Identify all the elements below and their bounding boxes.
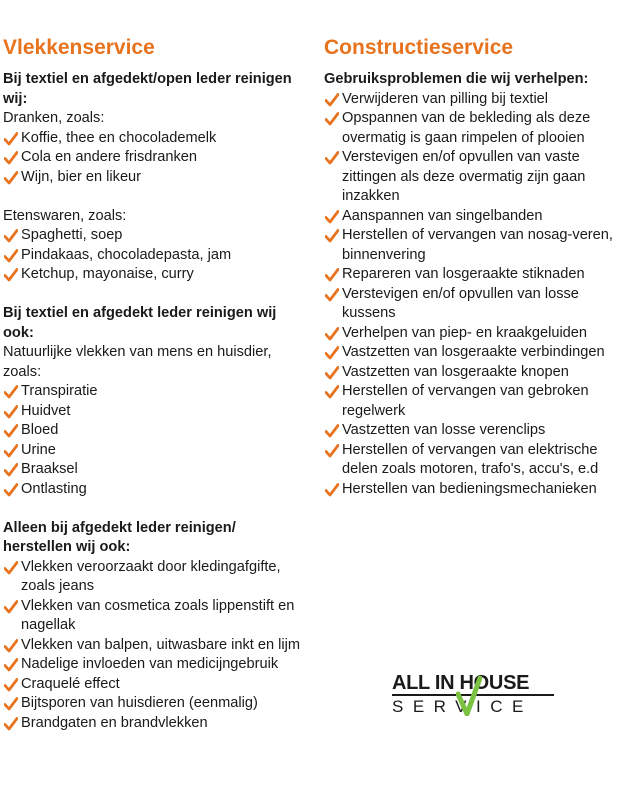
list-item xyxy=(324,148,624,207)
checkmark-icon xyxy=(4,463,18,477)
checkmark-icon xyxy=(325,424,339,438)
list-item xyxy=(324,382,624,421)
section-heading: Bij textiel en afgedekt/open leder reinigen wij: xyxy=(3,71,292,107)
list-item-text: Pindakaas, chocoladepasta, jam xyxy=(21,246,232,263)
list-item-text: Aanspannen van singelbanden xyxy=(342,207,543,224)
construction-service-column xyxy=(324,34,624,499)
checkmark-icon xyxy=(4,678,18,692)
list-item-text: Vastzetten van losgeraakte verbindingen xyxy=(342,344,605,360)
list-item xyxy=(3,636,303,656)
list-item xyxy=(3,460,303,480)
list-item-text: Nadelige invloeden van medicijngebruik xyxy=(21,656,279,672)
list-item xyxy=(324,363,624,383)
list-item-text: Cola en andere frisdranken xyxy=(21,149,198,165)
drinks-label: Dranken, zoals: xyxy=(3,110,105,126)
list-item-text: Transpiratie xyxy=(21,383,98,399)
list-item xyxy=(3,382,303,402)
checkmark-icon xyxy=(4,658,18,672)
list-item-text: Verstevigen en/of opvullen van vaste zittingen als deze overmatig zijn gaan inzakken xyxy=(342,149,586,204)
checkmark-icon xyxy=(4,132,18,146)
checkmark-icon xyxy=(4,268,18,282)
list-item xyxy=(3,168,303,188)
checkmark-icon xyxy=(4,697,18,711)
list-item xyxy=(3,441,303,461)
list-item xyxy=(324,265,624,285)
leather-stains-list xyxy=(3,558,303,734)
checkmark-icon xyxy=(325,288,339,302)
checkmark-icon xyxy=(4,444,18,458)
checkmark-icon xyxy=(4,561,18,575)
list-item-text: Herstellen van bedieningsmechanieken xyxy=(342,480,597,497)
natural-stains-list xyxy=(3,382,303,499)
list-item xyxy=(3,226,303,246)
checkmark-icon xyxy=(325,93,339,107)
list-item xyxy=(324,343,624,363)
spacer xyxy=(3,187,303,207)
list-item-text: Vlekken van cosmetica zoals lippenstift en nagellak xyxy=(21,597,295,633)
stain-service-title: Vlekkenservice xyxy=(3,36,155,59)
list-item xyxy=(3,597,303,636)
spacer xyxy=(3,499,303,519)
checkmark-icon xyxy=(4,171,18,185)
logo-checkmark-icon xyxy=(456,676,482,716)
checkmark-icon xyxy=(325,483,339,497)
list-item xyxy=(3,402,303,422)
section-heading: Bij textiel en afgedekt leder reinigen wij ook: xyxy=(3,305,277,341)
list-item xyxy=(324,421,624,441)
list-item-text: Wijn, bier en likeur xyxy=(21,168,142,185)
list-item-text: Ketchup, mayonaise, curry xyxy=(21,266,194,282)
list-item-text: Herstellen of vervangen van elektrische delen zoals motoren, trafo's, accu's, e.d xyxy=(342,441,599,477)
checkmark-icon xyxy=(325,229,339,243)
list-item-text: Brandgaten en brandvlekken xyxy=(21,714,208,731)
list-item-text: Vastzetten van losgeraakte knopen xyxy=(342,363,569,380)
checkmark-icon xyxy=(325,366,339,380)
list-item-text: Vlekken veroorzaakt door kledingafgifte, zoals jeans xyxy=(21,558,281,594)
checkmark-icon xyxy=(4,717,18,731)
list-item-text: Spaghetti, soep xyxy=(21,227,123,243)
checkmark-icon xyxy=(4,424,18,438)
natural-stains-label: Natuurlijke vlekken van mens en huisdier, zoals: xyxy=(3,344,272,380)
list-item xyxy=(324,285,624,324)
list-item-text: Verwijderen van pilling bij textiel xyxy=(342,90,549,107)
spacer xyxy=(3,285,303,305)
usage-problems-list xyxy=(324,90,624,500)
list-item-text: Bijtsporen van huisdieren (eenmalig) xyxy=(21,695,258,711)
list-item xyxy=(324,90,624,110)
checkmark-icon xyxy=(4,483,18,497)
stain-service-column xyxy=(3,34,303,733)
list-item-text: Koffie, thee en chocolademelk xyxy=(21,129,217,146)
checkmark-icon xyxy=(325,385,339,399)
list-item xyxy=(3,714,303,734)
list-item xyxy=(3,558,303,597)
checkmark-icon xyxy=(4,249,18,263)
list-item-text: Vlekken van balpen, uitwasbare inkt en lijm xyxy=(21,636,301,653)
list-item-text: Craquelé effect xyxy=(21,675,120,692)
list-item xyxy=(324,226,624,265)
checkmark-icon xyxy=(325,268,339,282)
checkmark-icon xyxy=(4,600,18,614)
checkmark-icon xyxy=(325,327,339,341)
list-item-text: Braaksel xyxy=(21,461,78,477)
list-item xyxy=(324,109,624,148)
list-item-text: Verhelpen van piep- en kraakgeluiden xyxy=(342,324,588,341)
list-item xyxy=(3,480,303,500)
checkmark-icon xyxy=(325,444,339,458)
list-item xyxy=(324,207,624,227)
checkmark-icon xyxy=(4,151,18,165)
list-item xyxy=(3,655,303,675)
list-item-text: Herstellen of vervangen van nosag-veren, binnenvering xyxy=(342,227,613,263)
checkmark-icon xyxy=(325,112,339,126)
checkmark-icon xyxy=(4,385,18,399)
checkmark-icon xyxy=(325,346,339,360)
list-item xyxy=(3,246,303,266)
construction-service-title: Constructieservice xyxy=(324,36,514,59)
checkmark-icon xyxy=(325,210,339,224)
list-item-text: Urine xyxy=(21,441,56,458)
section-heading: Gebruiksproblemen die wij verhelpen: xyxy=(324,71,589,87)
food-list xyxy=(3,226,303,285)
list-item xyxy=(3,694,303,714)
food-label: Etenswaren, zoals: xyxy=(3,207,127,224)
checkmark-icon xyxy=(4,405,18,419)
list-item-text: Huidvet xyxy=(21,402,71,419)
list-item-text: Ontlasting xyxy=(21,480,87,497)
checkmark-icon xyxy=(4,229,18,243)
list-item-text: Opspannen van de bekleding als deze overmatig is gaan rimpelen of plooien xyxy=(342,110,591,146)
list-item xyxy=(324,480,624,500)
list-item xyxy=(3,129,303,149)
logo-line2: SERVICE xyxy=(392,694,554,717)
list-item-text: Herstellen of vervangen van gebroken regelwerk xyxy=(342,383,589,419)
all-in-house-service-logo xyxy=(392,672,554,718)
checkmark-icon xyxy=(325,151,339,165)
list-item xyxy=(3,148,303,168)
list-item xyxy=(324,441,624,480)
list-item xyxy=(324,324,624,344)
list-item xyxy=(3,265,303,285)
checkmark-icon xyxy=(4,639,18,653)
logo-line1: ALL IN HOUSE xyxy=(392,672,530,694)
list-item-text: Repareren van losgeraakte stiknaden xyxy=(342,266,585,282)
list-item-text: Vastzetten van losse verenclips xyxy=(342,422,546,438)
section-heading: Alleen bij afgedekt leder reinigen/ herstellen wij ook: xyxy=(3,519,236,555)
list-item xyxy=(3,421,303,441)
list-item-text: Bloed xyxy=(21,422,59,438)
drinks-list xyxy=(3,129,303,188)
list-item xyxy=(3,675,303,695)
list-item-text: Verstevigen en/of opvullen van losse kussens xyxy=(342,285,579,321)
